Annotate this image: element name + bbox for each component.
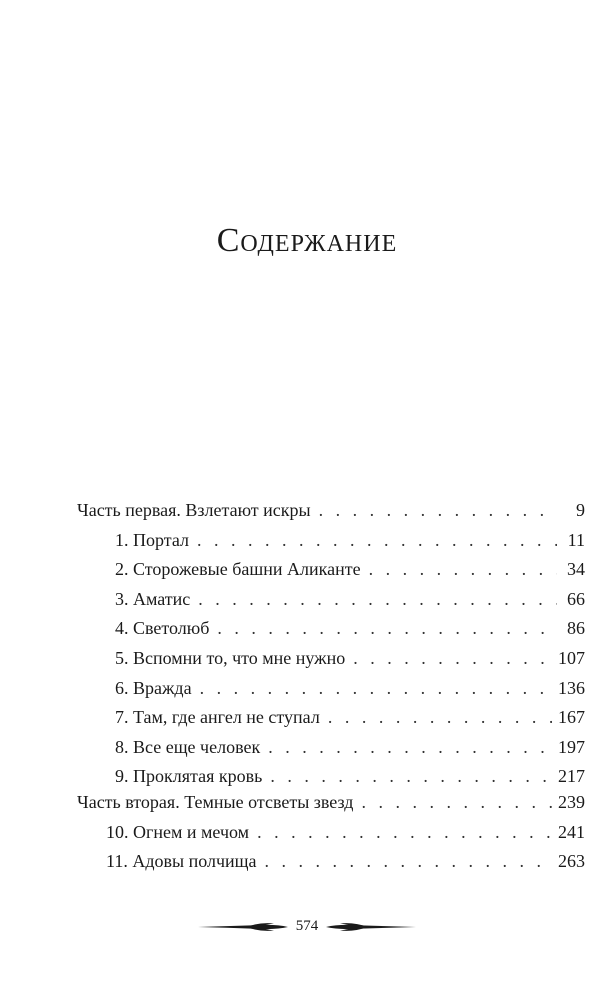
- toc-page-number: 11: [567, 529, 585, 550]
- toc-entry-label: 1. Портал: [115, 529, 189, 550]
- toc-chapter-entry: [77, 589, 585, 619]
- dot-leader: [198, 589, 557, 610]
- toc-page-number: 107: [558, 647, 585, 668]
- toc-chapter-entry: [77, 707, 585, 737]
- ornament-right-icon: [326, 921, 416, 933]
- toc-entry-label: 11. Адовы полчища: [106, 851, 257, 872]
- dot-leader: [200, 678, 552, 699]
- toc-entry-label: Часть вторая. Темные отсветы звезд: [77, 792, 354, 812]
- dot-leader: [319, 500, 557, 521]
- toc-chapter-entry: [77, 678, 585, 708]
- toc-page-number: 167: [558, 707, 585, 728]
- toc-entry-label: 5. Вспомни то, что мне нужно: [115, 647, 346, 668]
- page-folio: [0, 918, 614, 935]
- toc-page-number: 66: [567, 588, 585, 609]
- toc-page-number: 136: [558, 677, 585, 698]
- toc-entry-label: 8. Все еще человек: [115, 736, 261, 757]
- toc-entry-label: Часть первая. Взлетают искры: [77, 500, 311, 520]
- toc-chapter-entry: [77, 530, 585, 560]
- toc-page-number: 239: [558, 792, 585, 812]
- toc-page-number: 86: [567, 618, 585, 639]
- page-number: 574: [295, 918, 319, 934]
- page-title: Содержание: [216, 222, 398, 259]
- toc-page-number: 34: [567, 559, 585, 580]
- dot-leader: [270, 766, 552, 787]
- toc-entry-label: 4. Светолюб: [115, 618, 210, 639]
- toc-entry-label: 2. Сторожевые башни Аликанте: [115, 559, 361, 580]
- toc-chapter-entry: [77, 737, 585, 767]
- toc-page-number: 263: [558, 851, 585, 872]
- toc-chapter-entry: [77, 822, 585, 852]
- toc-page-number: 9: [576, 500, 585, 520]
- toc-page-number: 217: [558, 766, 585, 787]
- dot-leader: [353, 648, 552, 669]
- toc-entry-label: 9. Проклятая кровь: [115, 766, 263, 787]
- dot-leader: [257, 822, 552, 843]
- toc-entry-label: 7. Там, где ангел не ступал: [115, 707, 320, 728]
- toc-part-two: [77, 792, 585, 881]
- dot-leader: [361, 792, 552, 813]
- toc-part-heading: [77, 500, 585, 530]
- dot-leader: [328, 707, 552, 728]
- dot-leader: [268, 737, 552, 758]
- toc-part-heading: [77, 792, 585, 822]
- toc-part-one: [77, 500, 585, 796]
- dot-leader: [217, 618, 557, 639]
- toc-page-number: 197: [558, 736, 585, 757]
- toc-chapter-entry: [77, 851, 585, 881]
- dot-leader: [197, 530, 557, 551]
- toc-page-number: 241: [558, 821, 585, 842]
- toc-chapter-entry: [77, 559, 585, 589]
- dot-leader: [265, 851, 553, 872]
- toc-entry-label: 6. Вражда: [115, 677, 192, 698]
- dot-leader: [369, 559, 557, 580]
- toc-entry-label: 3. Аматис: [115, 588, 191, 609]
- ornament-left-icon: [198, 921, 288, 933]
- toc-chapter-entry: [77, 648, 585, 678]
- toc-entry-label: 10. Огнем и мечом: [106, 821, 250, 842]
- toc-chapter-entry: [77, 618, 585, 648]
